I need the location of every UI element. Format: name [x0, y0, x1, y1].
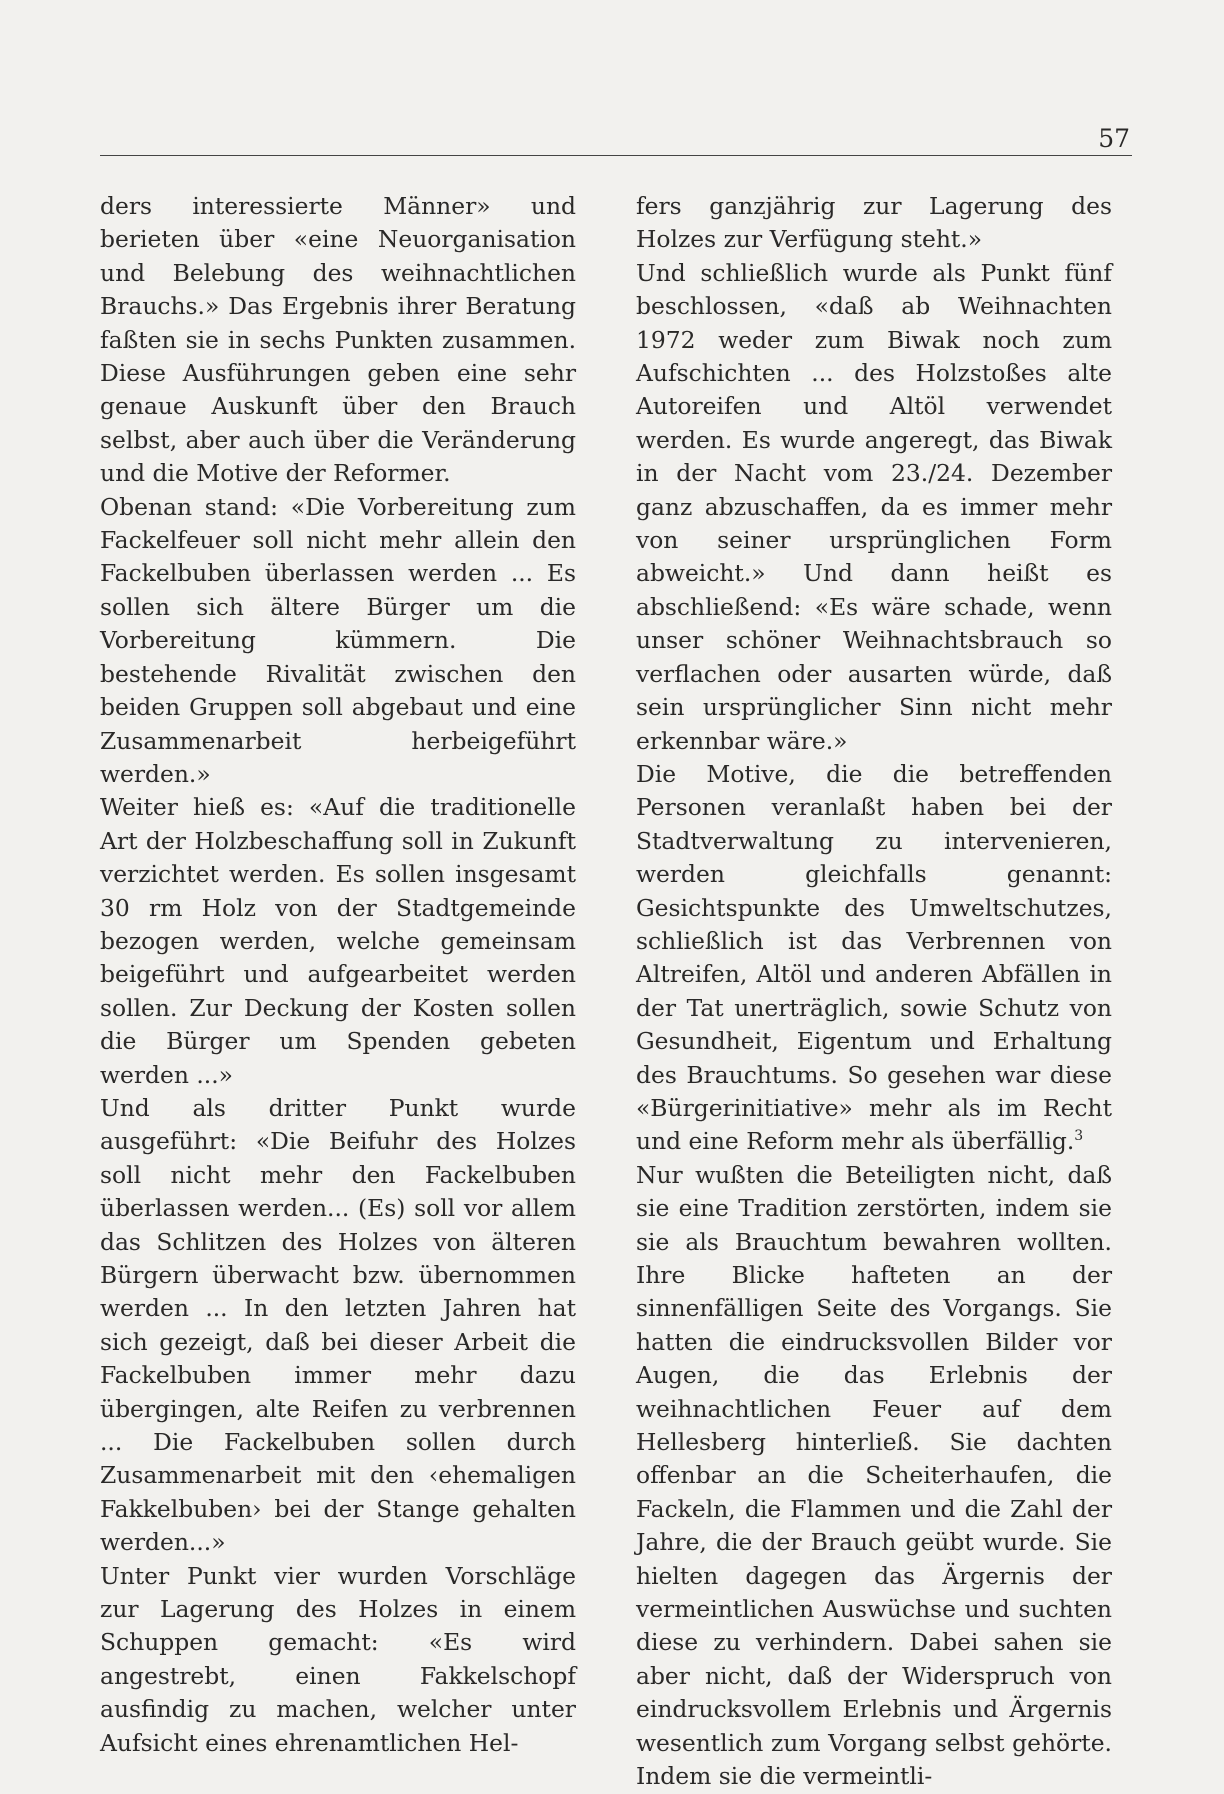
paragraph: Und als dritter Punkt wurde ausgeführt: «Die Beifuhr des Holzes soll nicht mehr den Fackelbuben überlassen werden... (Es) soll vor allem das Schlitzen des Holzes von älteren Bürgern überwacht bzw. übernommen werden ... In den letzten Jahren hat sich gezeigt, daß bei dieser Arbeit die Fackelbuben immer mehr dazu übergingen, alte Reifen zu verbrennen ... Die Fackelbuben sollen durch Zusammenarbeit mit den ‹ehemaligen Fakkelbuben› bei der Stange gehalten werden...»: [100, 1093, 576, 1557]
footnote-reference: 3: [1074, 1128, 1084, 1145]
paragraph-with-footnote: [636, 758, 1112, 1159]
paragraph: Unter Punkt vier wurden Vorschläge zur Lagerung des Holzes in einem Schuppen gemacht: «Es wird angestrebt, einen Fakkelschopf ausfindig zu machen, welcher unter Aufsicht eines ehrenamtlichen Hel-: [100, 1561, 576, 1757]
page-number: 57: [1098, 124, 1130, 153]
paragraph: Nur wußten die Beteiligten nicht, daß sie eine Tradition zerstörten, indem sie sie als Brauchtum bewahren wollten. Ihre Blicke hafteten an der sinnenfälligen Seite des Vorgangs. Sie hatten die eindrucksvollen Bilder vor Augen, die das Erlebnis der weihnachtlichen Feuer auf dem Hellesberg hinterließ. Sie dachten offenbar an die Scheiterhaufen, die Fackeln, die Flammen und die Zahl der Jahre, die der Brauch geübt wurde. Sie hielten dagegen das Ärgernis der vermeintlichen Auswüchse und suchten diese zu verhindern. Dabei sahen sie aber nicht, daß der Widerspruch von eindrucksvollem Erlebnis und Ärgernis wesentlich zum Vorgang selbst gehörte. Indem sie die vermeintli-: [636, 1160, 1112, 1791]
paragraph: ders interessierte Männer» und berieten über «eine Neuorganisation und Belebung des weihnachtlichen Brauchs.» Das Ergebnis ihrer Beratung faßten sie in sechs Punkten zusammen. Diese Ausführungen geben eine sehr genaue Auskunft über den Brauch selbst, aber auch über die Veränderung und die Motive der Reformer.: [100, 192, 576, 488]
paragraph: fers ganzjährig zur Lagerung des Holzes zur Verfügung steht.»: [636, 192, 1112, 254]
paragraph: Obenan stand: «Die Vorbereitung zum Fackelfeuer soll nicht mehr allein den Fackelbuben überlassen werden ... Es sollen sich ältere Bürger um die Vorbereitung kümmern. Die bestehende Rivalität zwischen den beiden Gruppen soll abgebaut und eine Zusammenarbeit herbeigeführt werden.»: [100, 492, 576, 788]
right-column: [636, 190, 1112, 1794]
paragraph: Weiter hieß es: «Auf die traditionelle Art der Holzbeschaffung soll in Zukunft verzichtet werden. Es sollen insgesamt 30 rm Holz von der Stadtgemeinde bezogen werden, welche gemeinsam beigeführt und aufgearbeitet werden sollen. Zur Deckung der Kosten sollen die Bürger um Spenden gebeten werden ...»: [100, 793, 576, 1089]
header-rule: [100, 155, 1132, 156]
paragraph-text: Die Motive, die die betreffenden Personen veranlaßt haben bei der Stadtverwaltung zu intervenieren, werden gleichfalls genannt: Gesichtspunkte des Umweltschutzes, schließlich ist das Verbrennen von Altreifen, Altöl und anderen Abfällen in der Tat unerträglich, sowie Schutz von Gesundheit, Eigentum und Erhaltung des Brauchtums. So gesehen war diese «Bürgerinitiative» mehr als im Recht und eine Reform mehr als überfällig.: [636, 759, 1112, 1156]
left-column: [100, 190, 576, 1760]
paragraph: Und schließlich wurde als Punkt fünf beschlossen, «daß ab Weihnachten 1972 weder zum Biwak noch zum Aufschichten ... des Holzstoßes alte Autoreifen und Altöl verwendet werden. Es wurde angeregt, das Biwak in der Nacht vom 23./24. Dezember ganz abzuschaffen, da es immer mehr von seiner ursprünglichen Form abweicht.» Und dann heißt es abschließend: «Es wäre schade, wenn unser schöner Weihnachtsbrauch so verflachen oder ausarten würde, daß sein ursprünglicher Sinn nicht mehr erkennbar wäre.»: [636, 258, 1112, 755]
